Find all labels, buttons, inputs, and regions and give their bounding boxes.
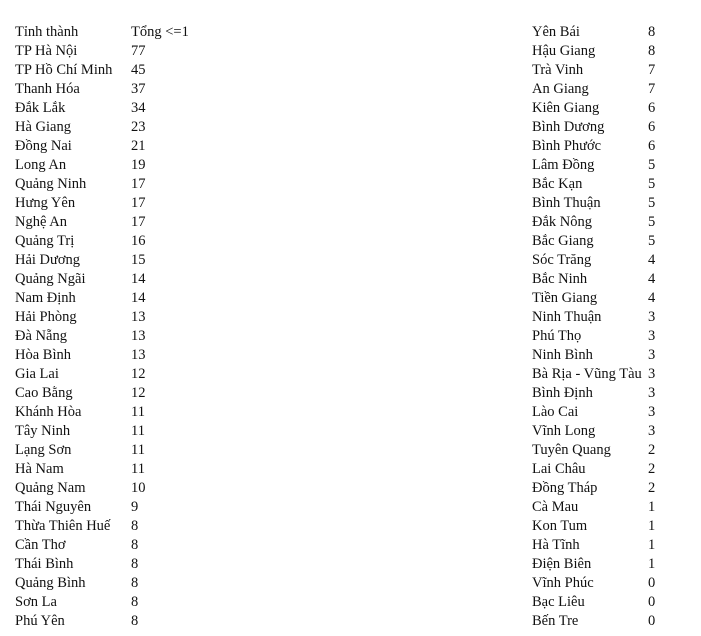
province-name: TP Hồ Chí Minh bbox=[15, 62, 113, 78]
province-name: Hưng Yên bbox=[15, 195, 76, 211]
province-total: 8 bbox=[131, 613, 139, 629]
province-name: Hà Nam bbox=[15, 461, 64, 477]
province-name: Sóc Trăng bbox=[532, 252, 592, 268]
province-name: Vĩnh Long bbox=[532, 423, 596, 439]
province-name: Điện Biên bbox=[532, 556, 592, 572]
province-name: Cao Bằng bbox=[15, 385, 73, 401]
province-name: Bắc Ninh bbox=[532, 271, 588, 287]
province-total: 0 bbox=[648, 613, 656, 629]
province-name: Thái Nguyên bbox=[15, 499, 92, 515]
province-total: 7 bbox=[648, 62, 656, 78]
province-total: 14 bbox=[131, 271, 146, 287]
province-name: Đà Nẵng bbox=[15, 328, 67, 344]
province-name: An Giang bbox=[532, 81, 589, 97]
province-name: Đắk Lắk bbox=[15, 100, 66, 116]
province-total: 11 bbox=[131, 442, 145, 458]
province-name: Hà Giang bbox=[15, 119, 71, 135]
province-name: Đồng Tháp bbox=[532, 480, 598, 496]
province-name: Gia Lai bbox=[15, 366, 59, 382]
header-province: Tỉnh thành bbox=[15, 24, 79, 40]
province-total: 11 bbox=[131, 423, 145, 439]
province-name: Phú Yên bbox=[15, 613, 65, 629]
province-name: Long An bbox=[15, 157, 67, 173]
province-name: Bình Phước bbox=[532, 138, 602, 154]
province-total: 1 bbox=[648, 537, 656, 553]
province-total: 8 bbox=[648, 24, 656, 40]
province-total: 23 bbox=[131, 119, 146, 135]
province-name: Phú Thọ bbox=[532, 328, 582, 344]
province-total: 45 bbox=[131, 62, 146, 78]
province-total: 1 bbox=[648, 556, 656, 572]
province-total: 5 bbox=[648, 214, 656, 230]
province-name: Vĩnh Phúc bbox=[532, 575, 594, 591]
province-name: Cần Thơ bbox=[15, 537, 66, 553]
province-name: Sơn La bbox=[15, 594, 57, 610]
province-total: 2 bbox=[648, 480, 656, 496]
province-total: 17 bbox=[131, 195, 146, 211]
province-total: 3 bbox=[648, 347, 656, 363]
province-total: 8 bbox=[131, 537, 139, 553]
province-total: 11 bbox=[131, 404, 145, 420]
province-total: 0 bbox=[648, 594, 656, 610]
province-total: 19 bbox=[131, 157, 146, 173]
province-name: Hà Tĩnh bbox=[532, 537, 580, 553]
province-total: 13 bbox=[131, 347, 146, 363]
province-name: Hải Dương bbox=[15, 252, 81, 268]
province-name: Lạng Sơn bbox=[15, 442, 72, 458]
province-total: 13 bbox=[131, 328, 146, 344]
province-total: 8 bbox=[131, 594, 139, 610]
province-total: 8 bbox=[131, 575, 139, 591]
province-name: Ninh Bình bbox=[532, 347, 593, 363]
province-total: 13 bbox=[131, 309, 146, 325]
province-name: Bình Dương bbox=[532, 119, 605, 135]
province-name: Hải Phòng bbox=[15, 309, 77, 325]
province-total: 8 bbox=[131, 556, 139, 572]
province-total: 17 bbox=[131, 214, 146, 230]
province-total: 11 bbox=[131, 461, 145, 477]
province-name: Quảng Trị bbox=[15, 233, 75, 249]
province-total: 21 bbox=[131, 138, 146, 154]
province-total: 9 bbox=[131, 499, 139, 515]
province-total: 3 bbox=[648, 366, 656, 382]
province-name: Hòa Bình bbox=[15, 347, 71, 363]
province-total: 3 bbox=[648, 404, 656, 420]
province-name: Quảng Ninh bbox=[15, 176, 87, 192]
province-total: 77 bbox=[131, 43, 146, 59]
province-name: Yên Bái bbox=[532, 24, 580, 40]
province-total: 7 bbox=[648, 81, 656, 97]
province-total: 2 bbox=[648, 442, 656, 458]
province-name: TP Hà Nội bbox=[15, 43, 78, 59]
province-total: 3 bbox=[648, 423, 656, 439]
province-total: 0 bbox=[648, 575, 656, 591]
province-name: Thanh Hóa bbox=[15, 81, 80, 97]
province-name: Nghệ An bbox=[15, 214, 67, 230]
province-name: Trà Vinh bbox=[532, 62, 584, 78]
province-total: 5 bbox=[648, 195, 656, 211]
province-name: Khánh Hòa bbox=[15, 404, 82, 420]
province-name: Bắc Giang bbox=[532, 233, 594, 249]
province-name: Cà Mau bbox=[532, 499, 579, 515]
province-total: 14 bbox=[131, 290, 146, 306]
province-name: Hậu Giang bbox=[532, 43, 596, 59]
province-name: Lào Cai bbox=[532, 404, 579, 420]
province-total: 4 bbox=[648, 271, 656, 287]
province-total: 5 bbox=[648, 233, 656, 249]
province-name: Lai Châu bbox=[532, 461, 586, 477]
province-name: Ninh Thuận bbox=[532, 309, 602, 325]
province-total: 8 bbox=[648, 43, 656, 59]
province-name: Bến Tre bbox=[532, 613, 579, 629]
province-total: 15 bbox=[131, 252, 146, 268]
province-total: 3 bbox=[648, 385, 656, 401]
province-total: 4 bbox=[648, 290, 656, 306]
province-name: Đồng Nai bbox=[15, 138, 72, 154]
province-name: Bà Rịa - Vũng Tàu bbox=[532, 366, 642, 382]
province-total: 6 bbox=[648, 138, 656, 154]
province-name: Lâm Đồng bbox=[532, 157, 595, 173]
province-total: 12 bbox=[131, 385, 146, 401]
province-total: 8 bbox=[131, 518, 139, 534]
province-total: 34 bbox=[131, 100, 146, 116]
province-total: 12 bbox=[131, 366, 146, 382]
province-total: 17 bbox=[131, 176, 146, 192]
province-total: 6 bbox=[648, 100, 656, 116]
province-name: Tuyên Quang bbox=[532, 442, 611, 458]
province-total: 1 bbox=[648, 499, 656, 515]
province-total: 2 bbox=[648, 461, 656, 477]
province-name: Bạc Liêu bbox=[532, 594, 585, 610]
province-name: Bình Định bbox=[532, 385, 593, 401]
province-name: Quảng Ngãi bbox=[15, 271, 86, 287]
header-total: Tổng <=1 bbox=[131, 24, 189, 40]
province-total: 3 bbox=[648, 328, 656, 344]
province-name: Tiền Giang bbox=[532, 290, 598, 306]
province-name: Quảng Bình bbox=[15, 575, 86, 591]
province-total: 5 bbox=[648, 157, 656, 173]
province-name: Kon Tum bbox=[532, 518, 588, 534]
province-total: 10 bbox=[131, 480, 146, 496]
province-total: 1 bbox=[648, 518, 656, 534]
province-name: Tây Ninh bbox=[15, 423, 71, 439]
province-total: 6 bbox=[648, 119, 656, 135]
province-total: 16 bbox=[131, 233, 146, 249]
province-name: Bắc Kạn bbox=[532, 176, 583, 192]
province-name: Đắk Nông bbox=[532, 214, 593, 230]
province-total: 37 bbox=[131, 81, 146, 97]
province-name: Nam Định bbox=[15, 290, 76, 306]
province-name: Kiên Giang bbox=[532, 100, 600, 116]
province-total: 3 bbox=[648, 309, 656, 325]
province-name: Thừa Thiên Huế bbox=[15, 518, 111, 534]
province-name: Quảng Nam bbox=[15, 480, 86, 496]
province-name: Bình Thuận bbox=[532, 195, 601, 211]
province-total: 5 bbox=[648, 176, 656, 192]
province-total: 4 bbox=[648, 252, 656, 268]
province-name: Thái Bình bbox=[15, 556, 74, 572]
